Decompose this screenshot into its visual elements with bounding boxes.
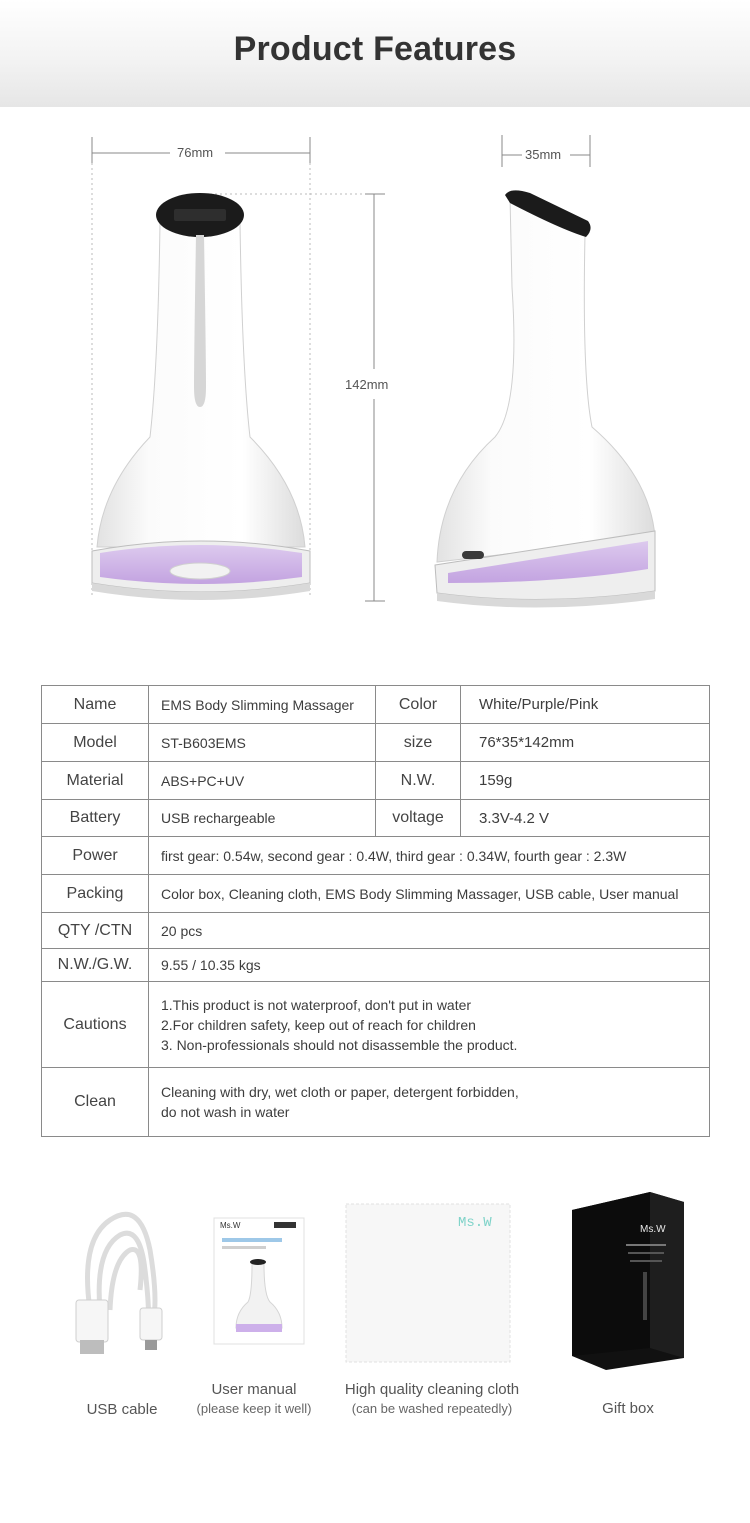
- table-row: [42, 982, 710, 1068]
- table-row: [42, 762, 710, 800]
- user-manual-image: [214, 1218, 304, 1344]
- page-title: Product Features: [233, 30, 517, 68]
- spec-key: Power: [42, 837, 149, 875]
- user-manual-caption: [184, 1380, 324, 1418]
- spec-value: ST-B603EMS: [149, 724, 376, 762]
- table-row: [42, 686, 710, 724]
- accessories-row: [0, 1180, 750, 1440]
- spec-value: USB rechargeable: [149, 800, 376, 837]
- device-front-view: [92, 193, 310, 600]
- clean-notes: [149, 1068, 710, 1137]
- usb-cable-label: USB cable: [86, 1401, 158, 1418]
- spec-key: Packing: [42, 875, 149, 913]
- spec-key: Color: [376, 686, 461, 724]
- clean-line: do not wash in water: [161, 1104, 290, 1120]
- spec-key: Battery: [42, 800, 149, 837]
- cloth-brand: Ms.W: [458, 1215, 492, 1231]
- spec-value: EMS Body Slimming Massager: [149, 686, 376, 724]
- device-side-view: [435, 190, 655, 607]
- device-illustration: [0, 107, 750, 627]
- spec-value: ABS+PC+UV: [149, 762, 376, 800]
- table-row: [42, 724, 710, 762]
- spec-value: 9.55 / 10.35 kgs: [149, 949, 710, 982]
- spec-table: [41, 685, 710, 1137]
- depth-label: 35mm: [522, 147, 564, 162]
- spec-value: White/Purple/Pink: [461, 686, 710, 724]
- spec-value: 3.3V-4.2 V: [461, 800, 710, 837]
- manual-brand: Ms.W: [220, 1221, 241, 1230]
- spec-key: Clean: [42, 1068, 149, 1137]
- spec-key: QTY /CTN: [42, 913, 149, 949]
- caution-line: 2.For children safety, keep out of reach for children: [161, 1016, 476, 1033]
- accessories-illustration: [0, 1180, 750, 1380]
- usb-a-plug: [76, 1300, 108, 1342]
- spec-key: Cautions: [42, 982, 149, 1068]
- spec-key: N.W.: [376, 762, 461, 800]
- cleaning-cloth-caption: [332, 1380, 532, 1418]
- spec-value: 159g: [461, 762, 710, 800]
- spec-key: Name: [42, 686, 149, 724]
- gift-box-label: Gift box: [602, 1400, 654, 1417]
- spec-key: size: [376, 724, 461, 762]
- gift-box-image: [572, 1192, 684, 1370]
- user-manual-label: User manual: [211, 1381, 297, 1398]
- cautions-notes: [149, 982, 710, 1068]
- caution-line: 3. Non-professionals should not disassemble the product.: [161, 1036, 518, 1053]
- spec-value: 20 pcs: [149, 913, 710, 949]
- gift-box-caption: [578, 1399, 678, 1418]
- spec-key: Material: [42, 762, 149, 800]
- spec-key: voltage: [376, 800, 461, 837]
- spec-value: 76*35*142mm: [461, 724, 710, 762]
- spec-value: Color box, Cleaning cloth, EMS Body Slimming Massager, USB cable, User manual: [149, 875, 710, 913]
- table-row: [42, 1068, 710, 1137]
- usb-a-connector: [80, 1340, 104, 1354]
- spec-key: Model: [42, 724, 149, 762]
- header-banner: [0, 0, 750, 107]
- micro-usb-plug: [140, 1308, 162, 1340]
- spec-key: N.W./G.W.: [42, 949, 149, 982]
- caution-line: 1.This product is not waterproof, don't put in water: [161, 996, 472, 1013]
- table-row: [42, 949, 710, 982]
- cleaning-cloth-label: High quality cleaning cloth: [344, 1381, 520, 1398]
- cleaning-cloth-note: (can be washed repeatedly): [351, 1401, 513, 1416]
- user-manual-note: (please keep it well): [196, 1401, 312, 1416]
- micro-usb-connector: [145, 1340, 157, 1350]
- table-row: [42, 875, 710, 913]
- usb-cable-caption: [62, 1400, 182, 1419]
- clean-line: Cleaning with dry, wet cloth or paper, detergent forbidden,: [161, 1084, 519, 1100]
- spec-value: first gear: 0.54w, second gear : 0.4W, third gear : 0.34W, fourth gear : 2.3W: [149, 837, 710, 875]
- table-row: [42, 913, 710, 949]
- cleaning-cloth-image: [346, 1204, 510, 1362]
- table-row: [42, 800, 710, 837]
- box-brand: Ms.W: [640, 1224, 666, 1235]
- dimension-drawing: [0, 107, 750, 627]
- table-row: [42, 837, 710, 875]
- width-label: 76mm: [174, 145, 216, 160]
- height-label: 142mm: [342, 377, 391, 392]
